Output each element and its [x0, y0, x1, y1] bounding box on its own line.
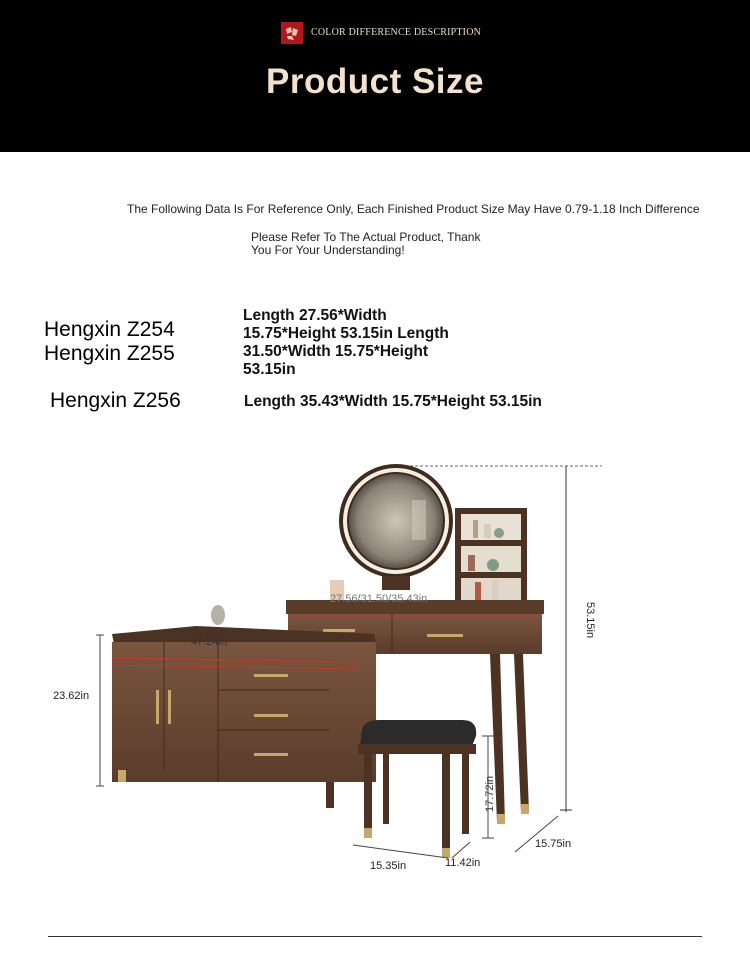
- model-name-z254: Hengxin Z254: [44, 318, 175, 341]
- cabinet-length-label: 47.24in: [191, 636, 228, 648]
- stool-depth-label: 11.42in: [445, 857, 481, 869]
- stool-height-label: 17.72in: [484, 775, 496, 812]
- thanks-line-1: Please Refer To The Actual Product, Thank: [251, 230, 481, 244]
- stool-width-label: 15.35in: [370, 860, 407, 872]
- spec-z254-z255: [243, 307, 449, 379]
- thanks-line-2: You For Your Understanding!: [251, 243, 405, 257]
- stool: [358, 720, 476, 858]
- total-height-label: 53.15in: [584, 602, 596, 639]
- model-name-z255: Hengxin Z255: [44, 342, 175, 365]
- side-cabinet: [112, 605, 376, 808]
- cabinet-height-label: 23.62in: [53, 690, 90, 702]
- spec-line: 53.15in: [243, 361, 296, 378]
- brand-caption: COLOR DIFFERENCE DESCRIPTION: [311, 27, 482, 38]
- table-length-label: 27.56/31.50/35.43in: [330, 593, 428, 605]
- bottom-divider: [48, 936, 702, 937]
- model-name-z256: Hengxin Z256: [50, 389, 181, 412]
- spec-z256: Length 35.43*Width 15.75*Height 53.15in: [244, 393, 542, 410]
- red-seal-logo-icon: [281, 22, 303, 44]
- header-banner: [0, 0, 750, 152]
- spec-line: Length 27.56*Width: [243, 307, 387, 324]
- depth-label: 15.75in: [535, 838, 572, 850]
- vanity-shelf: [455, 508, 527, 610]
- spec-line: 15.75*Height 53.15in Length: [243, 325, 449, 342]
- furniture-dimension-diagram: [0, 430, 750, 890]
- reference-notice: The Following Data Is For Reference Only, Each Finished Product Size May Have 0.79-1.18 Inch Difference: [127, 202, 700, 216]
- spec-line: 31.50*Width 15.75*Height: [243, 343, 429, 360]
- page-title: Product Size: [266, 62, 484, 101]
- thanks-notice: [251, 231, 511, 257]
- round-mirror: [339, 464, 453, 590]
